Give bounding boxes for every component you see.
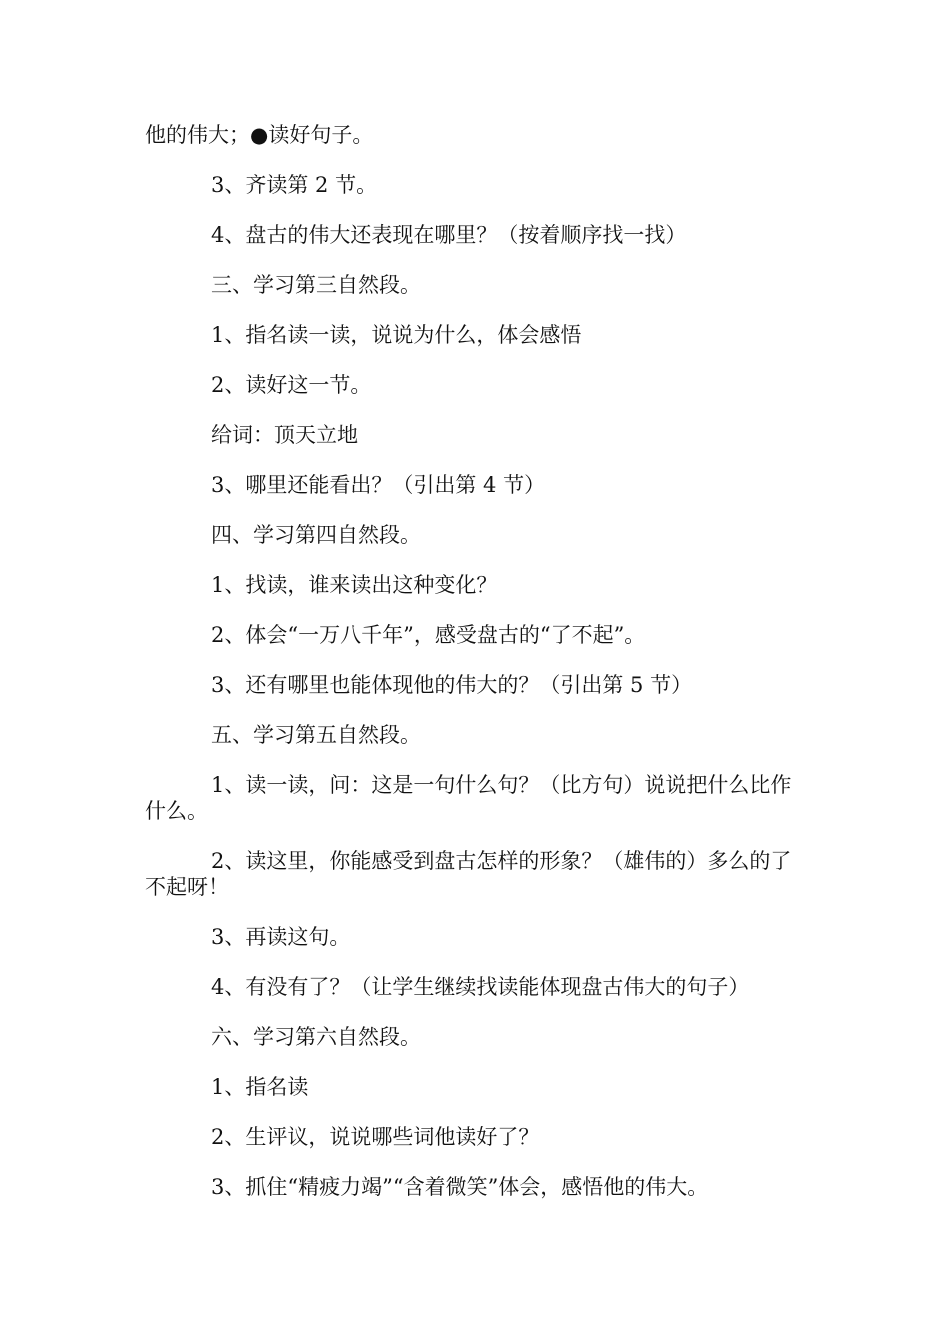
document-body	[145, 122, 810, 1224]
paragraph: 2、生评议，说说哪些词他读好了？	[211, 1125, 540, 1149]
paragraph: 3、再读这句。	[211, 925, 351, 949]
paragraph: 2、读好这一节。	[211, 373, 372, 397]
paragraph: 1、读一读，问：这是一句什么句？（比方句）说说把什么比作什么。	[145, 773, 792, 823]
paragraph: 1、指名读	[211, 1075, 309, 1099]
paragraph: 2、读这里，你能感受到盘古怎样的形象？（雄伟的）多么的了不起呀！	[145, 849, 792, 899]
paragraph: 3、抓住“精疲力竭”“含着微笑”体会，感悟他的伟大。	[211, 1175, 709, 1199]
section-heading: 三、学习第三自然段。	[211, 273, 421, 297]
paragraph: 1、找读，谁来读出这种变化？	[211, 573, 498, 597]
section-heading: 五、学习第五自然段。	[211, 723, 421, 747]
paragraph: 1、指名读一读，说说为什么，体会感悟	[211, 323, 582, 347]
paragraph: 他的伟大；●读好句子。	[145, 123, 374, 147]
paragraph: 给词：顶天立地	[211, 423, 358, 447]
section-heading: 六、学习第六自然段。	[211, 1025, 421, 1049]
paragraph: 4、盘古的伟大还表现在哪里？（按着顺序找一找）	[211, 223, 687, 247]
paragraph: 3、哪里还能看出？（引出第 4 节）	[211, 473, 546, 497]
paragraph: 3、还有哪里也能体现他的伟大的？（引出第 5 节）	[211, 673, 693, 697]
paragraph: 4、有没有了？（让学生继续找读能体现盘古伟大的句子）	[211, 975, 750, 999]
section-heading: 四、学习第四自然段。	[211, 523, 421, 547]
paragraph: 3、齐读第 2 节。	[211, 173, 378, 197]
paragraph: 2、体会“一万八千年”，感受盘古的“了不起”。	[211, 623, 646, 647]
